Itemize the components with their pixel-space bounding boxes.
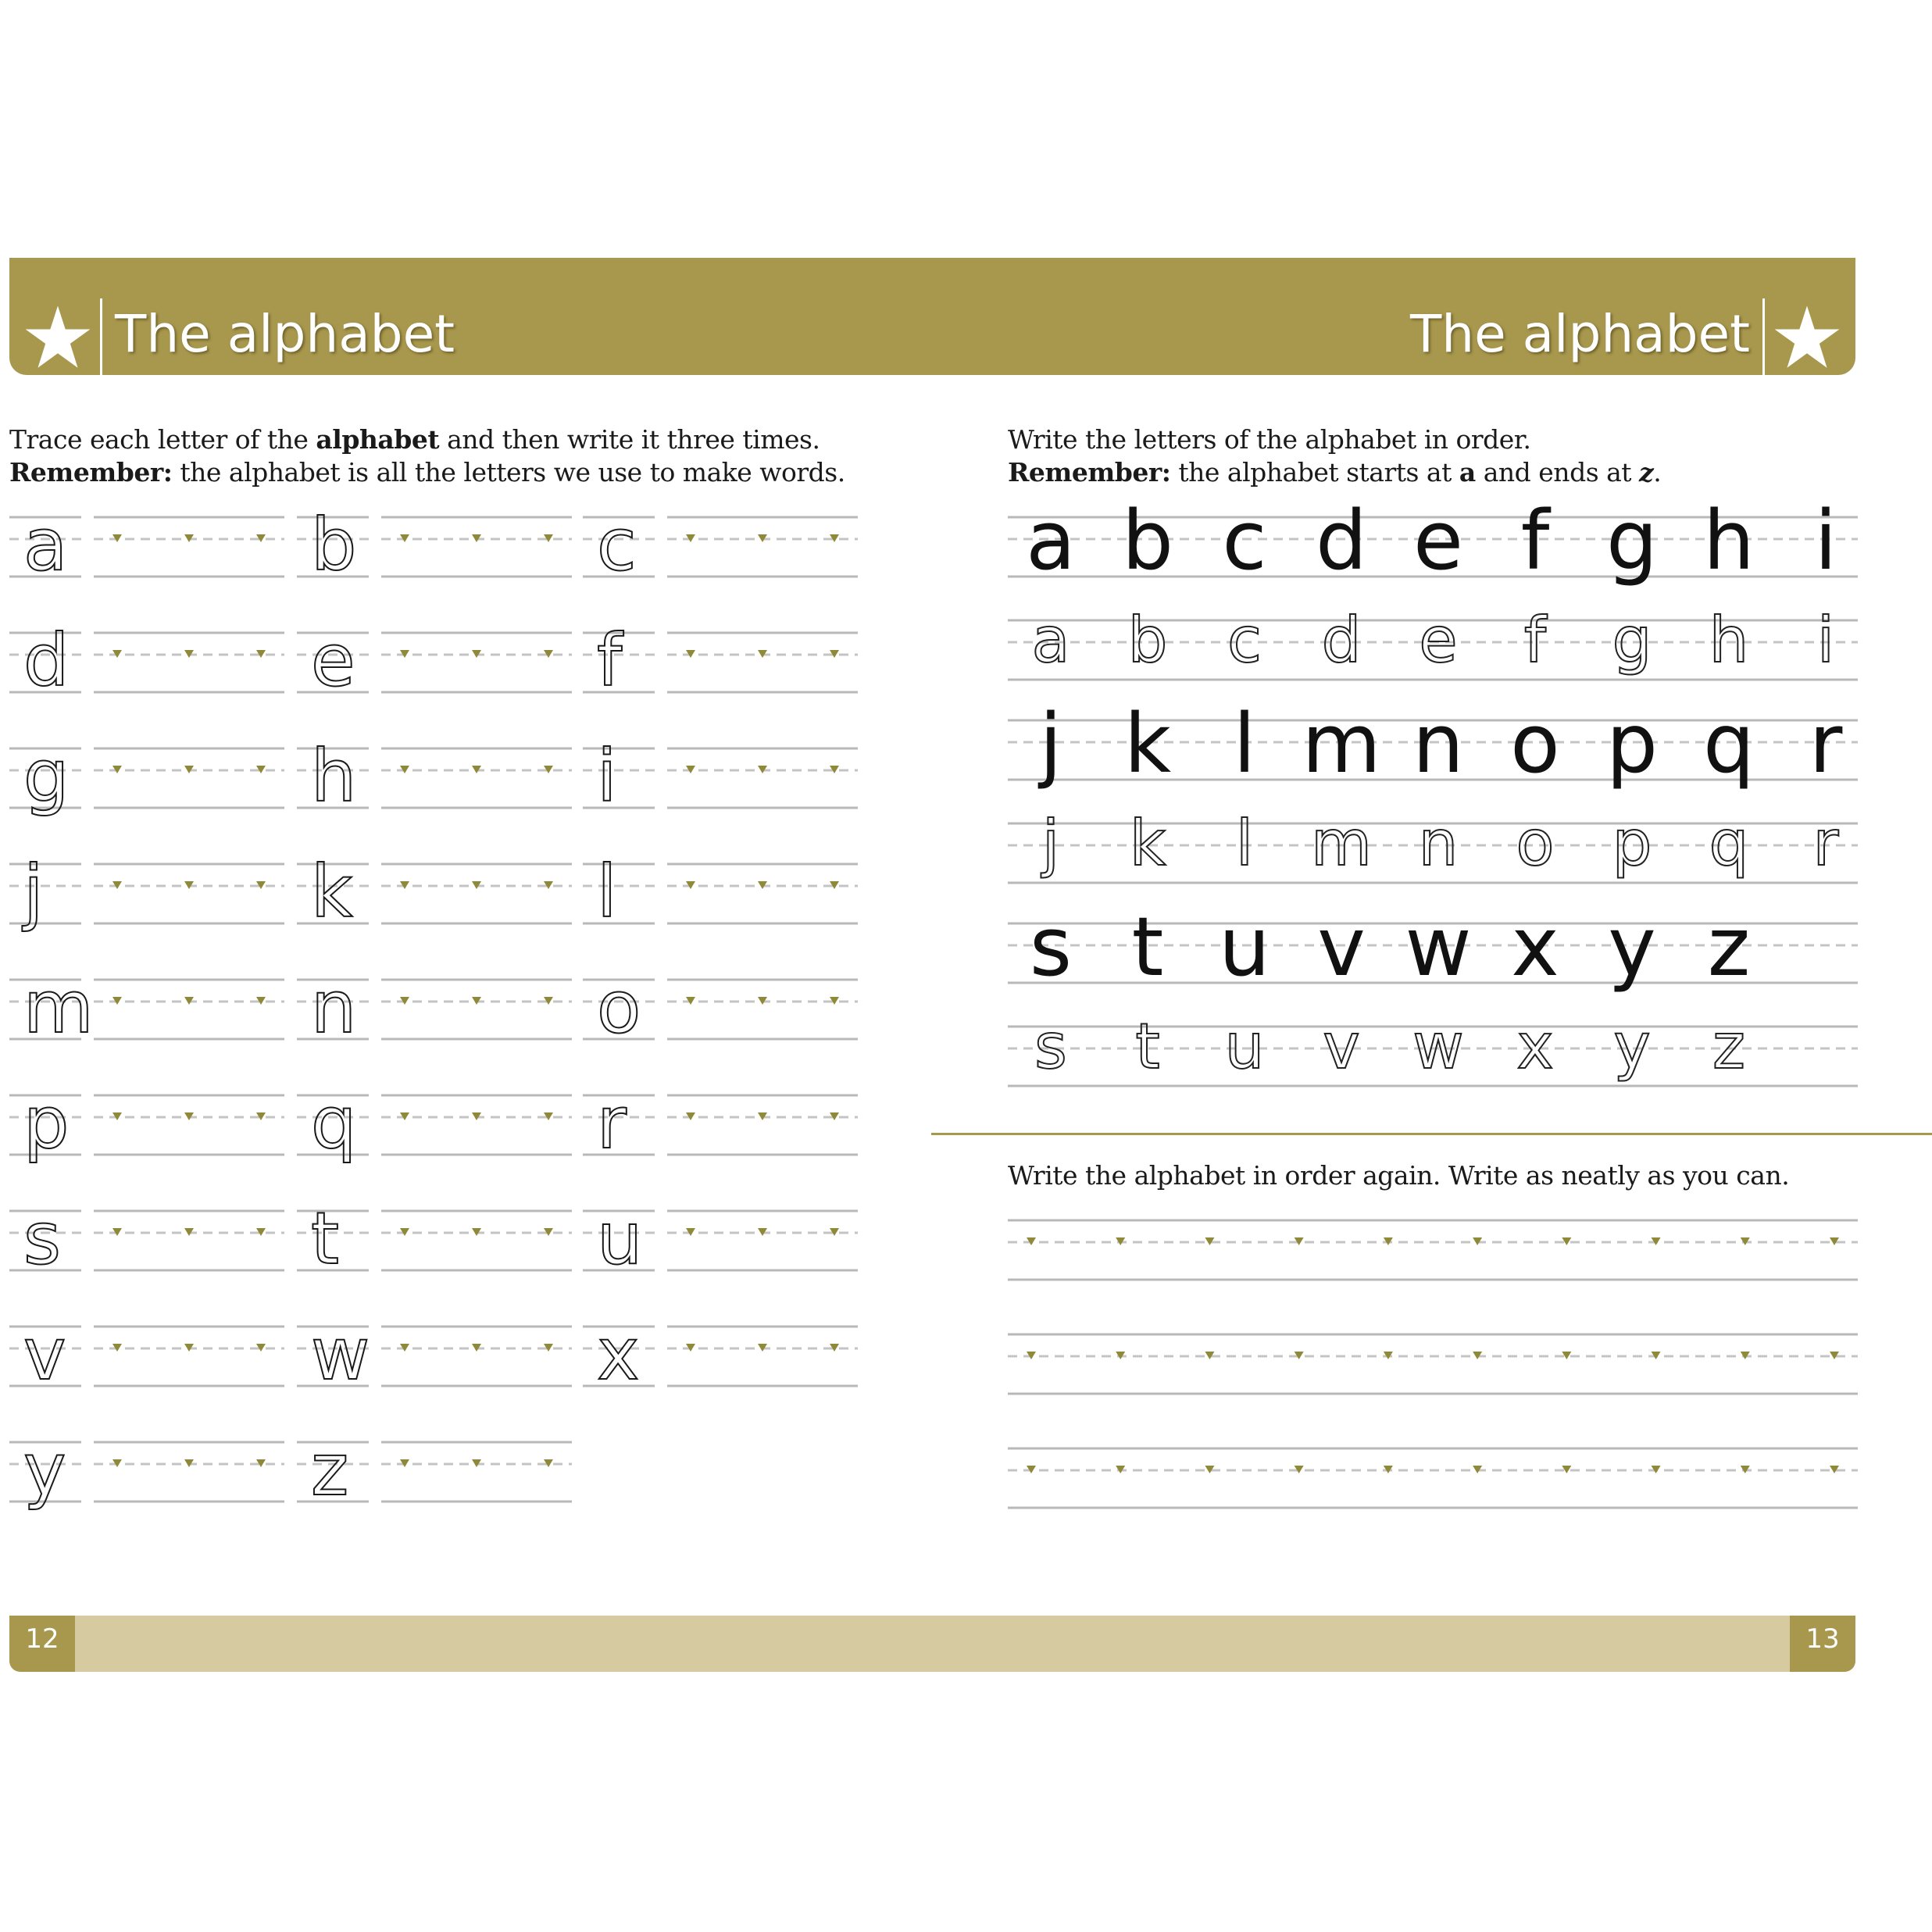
- ruled-lines: [381, 978, 572, 1041]
- left-page-title: The alphabet: [115, 304, 455, 364]
- model-letter-m: m: [1302, 696, 1381, 791]
- trace-letter-j: j: [1041, 807, 1060, 880]
- trace-letter-a: a: [1031, 604, 1070, 677]
- ruled-lines: [94, 516, 284, 578]
- trace-letter-m: m: [23, 966, 94, 1049]
- ruled-lines: [381, 1094, 572, 1156]
- trace-letter-j: j: [23, 850, 44, 934]
- page-number-left: 12: [9, 1616, 75, 1672]
- model-letter-d: d: [1315, 493, 1367, 588]
- trace-letter-n: n: [311, 966, 357, 1049]
- trace-letter-t: t: [311, 1197, 340, 1280]
- model-letter-a: a: [1026, 493, 1076, 588]
- ruled-lines: [94, 631, 284, 694]
- trace-letter-r: r: [1812, 807, 1839, 880]
- trace-letter-p: p: [1612, 807, 1652, 880]
- trace-letter-o: o: [597, 966, 641, 1049]
- model-letter-n: n: [1412, 696, 1464, 791]
- trace-letter-i: i: [1816, 604, 1835, 677]
- ruled-lines: [94, 747, 284, 809]
- model-letter-b: b: [1121, 493, 1173, 588]
- model-letter-i: i: [1814, 493, 1837, 588]
- trace-letter-s: s: [23, 1197, 61, 1280]
- trace-letter-c: c: [1227, 604, 1262, 677]
- trace-letter-a: a: [23, 503, 68, 587]
- ruled-lines: [667, 631, 858, 694]
- ruled-lines: [94, 1094, 284, 1156]
- model-letter-r: r: [1809, 696, 1843, 791]
- ruled-lines: [94, 1325, 284, 1387]
- trace-letter-c: c: [597, 503, 637, 587]
- trace-letter-n: n: [1418, 807, 1459, 880]
- trace-letter-k: k: [311, 850, 353, 934]
- trace-letter-t: t: [1135, 1010, 1160, 1083]
- header-banner: [9, 258, 1855, 375]
- trace-letter-l: l: [597, 850, 617, 934]
- banner-separator: [100, 298, 102, 375]
- model-letter-u: u: [1219, 899, 1270, 995]
- ruled-lines: [1008, 1219, 1858, 1281]
- banner-separator: [1762, 298, 1765, 375]
- model-letter-t: t: [1131, 899, 1164, 995]
- ruled-lines: [1008, 1333, 1858, 1395]
- ruled-lines: [94, 978, 284, 1041]
- trace-letter-x: x: [597, 1312, 640, 1396]
- model-letter-q: q: [1702, 696, 1755, 791]
- model-letter-y: y: [1608, 899, 1656, 995]
- model-letter-h: h: [1703, 493, 1755, 588]
- trace-letter-b: b: [1127, 604, 1168, 677]
- ruled-lines: [1008, 1447, 1858, 1509]
- trace-letter-k: k: [1129, 807, 1166, 880]
- ruled-lines: [9, 862, 81, 925]
- trace-letter-v: v: [1323, 1010, 1360, 1083]
- trace-letter-e: e: [1419, 604, 1458, 677]
- model-letter-j: j: [1039, 696, 1062, 791]
- model-letter-l: l: [1233, 696, 1256, 791]
- model-letter-p: p: [1605, 696, 1658, 791]
- model-letter-x: x: [1511, 899, 1559, 995]
- page-number-right: 13: [1790, 1616, 1855, 1672]
- trace-letter-u: u: [597, 1197, 643, 1280]
- ruled-lines: [381, 1441, 572, 1503]
- ruled-lines: [667, 1209, 858, 1272]
- trace-letter-d: d: [23, 619, 70, 702]
- ruled-lines: [583, 862, 655, 925]
- trace-letter-d: d: [1321, 604, 1362, 677]
- trace-letter-s: s: [1034, 1010, 1067, 1083]
- ruled-lines: [94, 862, 284, 925]
- ruled-lines: [667, 516, 858, 578]
- left-instruction: Trace each letter of the alphabet and then write it three times. Remember: the alphabet is all the letters we use to make words.: [9, 424, 845, 487]
- section-divider: [931, 1133, 1932, 1135]
- model-letter-o: o: [1510, 696, 1560, 791]
- model-letter-k: k: [1123, 696, 1172, 791]
- trace-letter-i: i: [597, 734, 617, 818]
- star-icon: [23, 303, 92, 372]
- right-instruction-1: Write the letters of the alphabet in order. Remember: the alphabet starts at a and ends at z.: [1008, 424, 1662, 487]
- ruled-lines: [667, 862, 858, 925]
- model-letter-c: c: [1222, 493, 1267, 588]
- ruled-lines: [381, 862, 572, 925]
- model-letter-g: g: [1605, 493, 1658, 588]
- trace-letter-e: e: [311, 619, 355, 702]
- trace-letter-o: o: [1516, 807, 1555, 880]
- trace-letter-f: f: [597, 619, 623, 702]
- ruled-lines: [381, 1325, 572, 1387]
- trace-letter-y: y: [23, 1428, 66, 1512]
- trace-letter-z: z: [1712, 1010, 1745, 1083]
- trace-letter-g: g: [1612, 604, 1652, 677]
- ruled-lines: [667, 747, 858, 809]
- ruled-lines: [667, 1094, 858, 1156]
- trace-letter-f: f: [1523, 604, 1547, 677]
- model-letter-f: f: [1520, 493, 1550, 588]
- trace-letter-v: v: [23, 1312, 66, 1396]
- trace-letter-q: q: [1709, 807, 1749, 880]
- trace-letter-w: w: [311, 1312, 370, 1396]
- trace-letter-m: m: [1311, 807, 1372, 880]
- ruled-lines: [583, 747, 655, 809]
- trace-letter-h: h: [1709, 604, 1749, 677]
- model-letter-e: e: [1413, 493, 1463, 588]
- model-letter-z: z: [1707, 899, 1751, 995]
- trace-letter-y: y: [1613, 1010, 1651, 1083]
- ruled-lines: [381, 747, 572, 809]
- trace-letter-w: w: [1412, 1010, 1464, 1083]
- ruled-lines: [381, 516, 572, 578]
- trace-letter-x: x: [1516, 1010, 1554, 1083]
- model-letter-v: v: [1317, 899, 1366, 995]
- ruled-lines: [94, 1441, 284, 1503]
- trace-letter-u: u: [1224, 1010, 1265, 1083]
- trace-letter-r: r: [597, 1081, 627, 1165]
- trace-letter-p: p: [23, 1081, 70, 1165]
- trace-letter-b: b: [311, 503, 357, 587]
- model-letter-s: s: [1029, 899, 1073, 995]
- right-page-title: The alphabet: [1409, 304, 1750, 364]
- ruled-lines: [94, 1209, 284, 1272]
- ruled-lines: [667, 1325, 858, 1387]
- trace-letter-g: g: [23, 734, 70, 818]
- star-icon: [1773, 303, 1841, 372]
- ruled-lines: [667, 978, 858, 1041]
- right-instruction-2: Write the alphabet in order again. Write as neatly as you can.: [1008, 1160, 1790, 1191]
- trace-letter-h: h: [311, 734, 357, 818]
- footer-bar: [9, 1616, 1855, 1672]
- trace-letter-l: l: [1235, 807, 1254, 880]
- ruled-lines: [381, 1209, 572, 1272]
- trace-letter-q: q: [311, 1081, 357, 1165]
- ruled-lines: [381, 631, 572, 694]
- trace-letter-z: z: [311, 1428, 349, 1512]
- model-letter-w: w: [1405, 899, 1472, 995]
